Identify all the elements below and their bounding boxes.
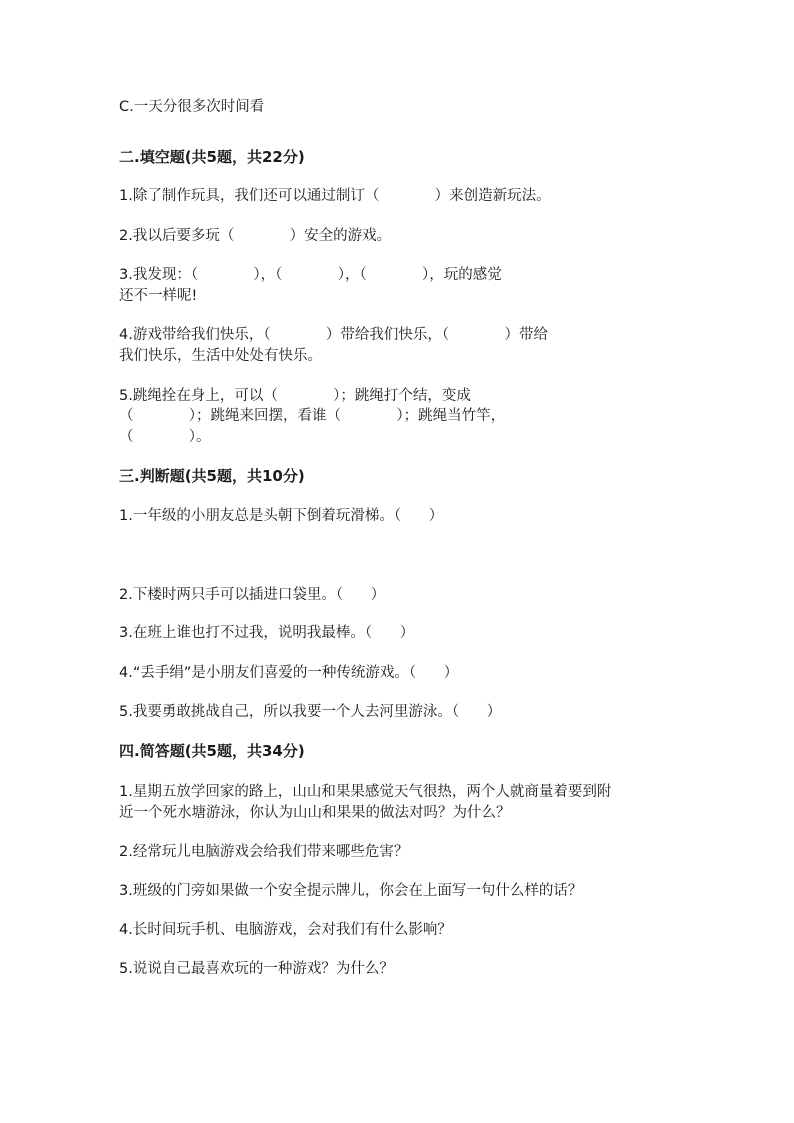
fill-question-3-line1: 3.我发现：（ ），（ ），（ ），玩的感觉 [119,267,502,283]
fill-question-3-line2: 还不一样呢! [119,288,198,304]
short-question-2: 2.经常玩儿电脑游戏会给我们带来哪些危害？ [119,844,409,860]
short-question-4: 4.长时间玩手机、电脑游戏，会对我们有什么影响？ [119,922,452,938]
short-question-1-line2: 近一个死水塘游泳，你认为山山和果果的做法对吗？为什么？ [119,805,511,821]
fill-question-2: 2.我以后要多玩（ ）安全的游戏。 [119,228,392,244]
short-question-1-line1: 1.星期五放学回家的路上，山山和果果感觉天气很热，两个人就商量着要到附 [119,784,612,800]
fill-question-4-line2: 我们快乐，生活中处处有快乐。 [119,348,322,364]
fill-question-5-line2: （ ）；跳绳来回摆，看谁（ ）；跳绳当竹竿， [119,408,506,424]
fill-question-1: 1.除了制作玩具，我们还可以通过制订（ ）来创造新玩法。 [119,188,551,204]
fill-question-5-line3: （ ）。 [119,429,211,445]
judge-question-4: 4.“丢手绢”是小朋友们喜爱的一种传统游戏。（ ） [119,665,459,681]
fill-question-5-line1: 5.跳绳拴在身上，可以（ ）；跳绳打个结，变成 [119,388,471,404]
fill-question-4-line1: 4.游戏带给我们快乐，（ ）带给我们快乐，（ ）带给 [119,327,548,343]
judge-question-3: 3.在班上谁也打不过我，说明我最棒。（ ） [119,625,415,641]
short-question-3: 3.班级的门旁如果做一个安全提示牌儿，你会在上面写一句什么样的话？ [119,883,583,899]
judge-question-5: 5.我要勇敢挑战自己，所以我要一个人去河里游泳。（ ） [119,704,502,720]
judge-question-1: 1.一年级的小朋友总是头朝下倒着玩滑梯。（ ） [119,508,444,524]
short-question-5: 5.说说自己最喜欢玩的一种游戏？为什么？ [119,961,394,977]
judge-question-2: 2.下楼时两只手可以插进口袋里。（ ） [119,587,386,603]
fill-section-heading: 二.填空题(共5题，共22分) [119,148,305,166]
option-c-text: C.一天分很多次时间看 [119,99,265,115]
short-section-heading: 四.简答题(共5题，共34分) [119,742,305,760]
judge-section-heading: 三.判断题(共5题，共10分) [119,467,305,485]
